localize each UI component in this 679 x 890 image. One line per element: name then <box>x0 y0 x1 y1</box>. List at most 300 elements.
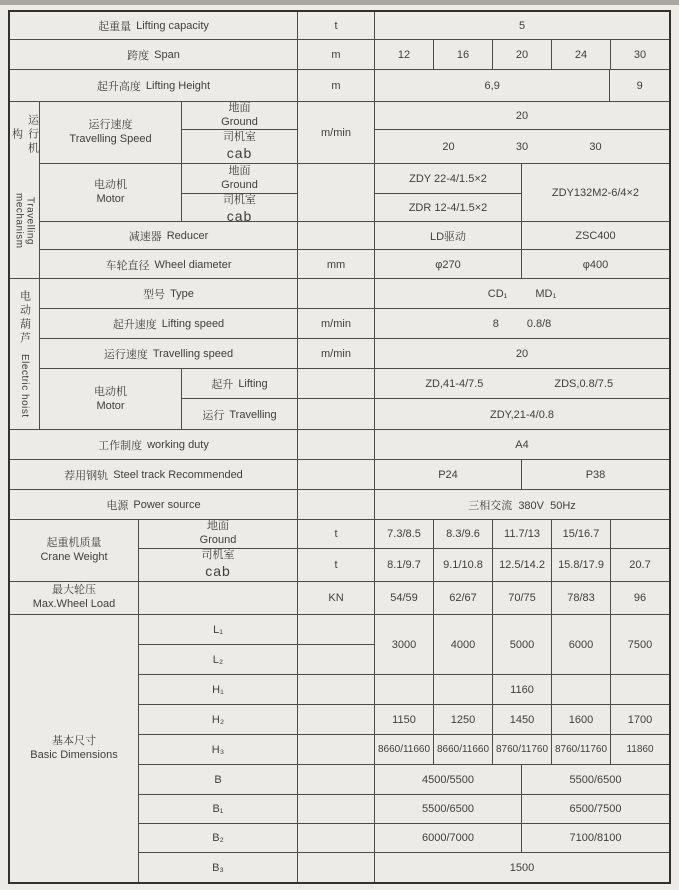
value-text: 0.8/8 <box>526 317 552 330</box>
value-cell <box>375 520 434 548</box>
hoist-motor-travelling-value <box>375 399 669 430</box>
label-en: Lifting <box>238 377 268 390</box>
value-cell <box>493 675 552 704</box>
working-duty-unit <box>298 430 375 459</box>
motor-merged-cell <box>522 164 669 221</box>
value-text: MD₁ <box>535 287 557 300</box>
span-value-cell <box>493 40 552 69</box>
reducer-values <box>375 222 669 249</box>
value-text: 5000 <box>509 638 535 651</box>
value-text: 8 <box>492 317 499 330</box>
crane-spec-table <box>8 10 671 884</box>
travelling-mechanism-body <box>40 102 669 278</box>
value-text: ZDS,0.8/7.5 <box>554 377 614 390</box>
row-working-duty <box>10 430 669 460</box>
dimension-label-B <box>139 765 298 794</box>
power-source-unit <box>298 490 375 519</box>
dimension-row-B <box>139 765 669 795</box>
hoist-motor-lifting-values <box>375 369 669 398</box>
steel-track-right-cell <box>522 460 669 489</box>
motor-unit <box>298 164 375 221</box>
unit-text: m/min <box>321 347 351 360</box>
H2-values <box>375 705 669 734</box>
value-text: 96 <box>633 592 647 604</box>
value-cell <box>552 549 611 581</box>
value-text: 8.3/9.6 <box>446 528 480 540</box>
value-text: 11860 <box>626 744 654 755</box>
value-text: 20.7 <box>629 559 651 571</box>
label-zh: 最大轮压 <box>52 584 96 597</box>
value-cell <box>493 705 552 734</box>
steel-track-values <box>375 460 669 489</box>
value-cell <box>493 582 552 614</box>
motor-ground-cell <box>375 164 521 194</box>
value-cell <box>611 520 669 548</box>
group-crane-weight <box>10 520 669 582</box>
working-duty-value <box>375 430 669 459</box>
label-text: L₂ <box>212 653 224 666</box>
sublabel-cab <box>182 130 297 163</box>
value-cell <box>552 735 611 764</box>
dimension-row-H1 <box>139 675 669 705</box>
row-max-wheel-load <box>10 582 669 615</box>
value-cell <box>611 705 669 734</box>
label-text: B₃ <box>212 861 224 874</box>
unit-text: KN <box>328 592 344 604</box>
value-text: ZDY 22-4/1.5×2 <box>409 172 487 185</box>
steel-track-left-cell <box>375 460 522 489</box>
travelling-speed-unit <box>298 102 375 163</box>
basic-dimensions-rows <box>139 615 669 882</box>
hoist-motor-label <box>40 369 182 430</box>
unit-cell <box>298 615 374 645</box>
motor-cab-cell <box>375 194 521 221</box>
label-zh: 运行速度 <box>103 348 148 361</box>
label-en: Travelling speed <box>152 347 234 360</box>
label-en: Ground <box>199 534 237 546</box>
span-value-cell <box>434 40 493 69</box>
unit-cell <box>298 705 375 734</box>
unit-cell <box>298 765 375 794</box>
value-text: 1450 <box>509 713 535 726</box>
label-zh: 司机室 <box>223 130 256 143</box>
max-wheel-load-unit <box>298 582 375 614</box>
label-zh: 起升 <box>211 378 234 391</box>
row-reducer <box>40 222 669 250</box>
lifting-capacity-value <box>375 12 669 39</box>
value-text: P24 <box>438 468 458 481</box>
row-lifting-height <box>10 70 669 102</box>
travelling-speed-values <box>375 102 669 163</box>
label-zh: 地面 <box>207 520 229 533</box>
label-en: Ground <box>221 115 258 128</box>
value-text: 78/83 <box>567 592 595 604</box>
label-zh: 车轮直径 <box>105 259 150 272</box>
label-en: Motor <box>96 192 125 205</box>
value-text: 20 <box>515 48 529 61</box>
B-values <box>375 765 669 794</box>
value-text: 70/75 <box>508 592 536 604</box>
max-wheel-load-spacer <box>139 582 298 614</box>
value-cell <box>375 549 434 581</box>
value-text: 8660/11660 <box>436 744 490 755</box>
value-text: P38 <box>585 468 606 481</box>
value-cell <box>375 582 434 614</box>
value-cell <box>375 675 434 704</box>
value-text: 7.3/8.5 <box>387 528 421 540</box>
L-values <box>375 615 669 674</box>
crane-weight-label <box>10 520 139 581</box>
label-zh: 电源 <box>106 499 129 512</box>
label-zh: 起升高度 <box>96 80 141 93</box>
max-wheel-load-label <box>10 582 139 614</box>
electric-hoist-body <box>40 279 669 429</box>
hoist-travelling-speed-unit <box>298 339 375 368</box>
lifting-height-30m-cell <box>610 70 669 101</box>
value-text: 1600 <box>568 713 594 726</box>
working-duty-label <box>10 430 298 459</box>
value-text: 20 <box>442 140 455 153</box>
wheel-diameter-values <box>375 250 669 279</box>
wheel-left-cell <box>375 250 522 279</box>
reducer-left-cell <box>375 222 522 249</box>
value-text: 11.7/13 <box>504 528 540 540</box>
value-cell <box>493 549 552 581</box>
label-en: Span <box>154 48 180 61</box>
span-value-cell <box>552 40 611 69</box>
value-cell <box>434 549 493 581</box>
label-en: Type <box>170 287 194 300</box>
value-text: 7100/8100 <box>569 832 622 844</box>
dimension-row-H2 <box>139 705 669 735</box>
value-text: 3000 <box>391 638 417 651</box>
dimension-label-L2 <box>139 645 297 674</box>
hoist-motor-lifting-row <box>182 369 669 399</box>
hoist-type-values <box>375 279 669 308</box>
value-cell <box>375 765 522 794</box>
value-cell <box>552 615 611 674</box>
label-zh: 型号 <box>143 288 166 301</box>
value-text: 1150 <box>392 713 416 726</box>
label-en: Travelling Speed <box>69 132 152 145</box>
span-value-cell <box>375 40 434 69</box>
label-en: Lifting speed <box>161 317 225 330</box>
label-zh: 地面 <box>228 164 251 177</box>
label-en: Motor <box>96 399 125 412</box>
label-en: cab <box>226 207 253 224</box>
B3-value <box>375 853 669 882</box>
section-label-en: Electric hoist <box>19 354 30 418</box>
dimension-label-H2 <box>139 705 298 734</box>
label-en: Wheel diameter <box>154 258 232 271</box>
label-zh: 电动机 <box>94 178 127 191</box>
value-cell <box>434 735 493 764</box>
value-text: 16 <box>456 48 470 61</box>
value-text: 20 <box>515 109 529 122</box>
value-text: 4000 <box>450 638 476 651</box>
row-hoist-type <box>40 279 669 309</box>
label-en: Basic Dimensions <box>30 748 118 761</box>
value-cell <box>493 735 552 764</box>
sublabel-ground <box>139 520 298 548</box>
value-text: 30 <box>633 48 647 61</box>
lifting-capacity-label <box>10 12 298 39</box>
hoist-travelling-speed-value <box>375 339 669 368</box>
label-zh: 起升速度 <box>112 318 157 331</box>
value-text: 6000 <box>568 638 594 651</box>
dimension-label-H3 <box>139 735 298 764</box>
unit-text: mm <box>326 258 346 271</box>
value-cell <box>611 675 669 704</box>
value-text: 5500/6500 <box>569 773 622 786</box>
value-text: 1700 <box>627 713 653 726</box>
value-cell <box>552 520 611 548</box>
value-cell <box>522 765 669 794</box>
row-steel-track <box>10 460 669 490</box>
power-source-value <box>375 490 669 519</box>
value-cell <box>493 520 552 548</box>
dimension-label-L1 <box>139 615 297 645</box>
value-cell <box>434 582 493 614</box>
crane-weight-cab-values <box>375 549 669 581</box>
value-text: 9.1/10.8 <box>443 559 483 571</box>
value-text: 5 <box>518 19 526 32</box>
label-en: Ground <box>221 178 258 191</box>
label-zh: 基本尺寸 <box>52 734 96 747</box>
value-text: 30 <box>589 140 602 153</box>
max-wheel-load-values <box>375 582 669 614</box>
value-text: 12.5/14.2 <box>499 559 545 571</box>
crane-weight-ground-values <box>375 520 669 548</box>
unit-cell <box>298 645 374 674</box>
value-cell <box>493 615 552 674</box>
reducer-label <box>40 222 298 249</box>
label-en: Reducer <box>166 229 209 242</box>
value-text: 6500/7500 <box>569 803 622 815</box>
value-cell <box>611 582 669 614</box>
value-text: ZD,41-4/7.5 <box>425 377 484 390</box>
value-text: 5500/6500 <box>422 803 474 815</box>
value-cell <box>434 520 493 548</box>
value-cell <box>375 795 522 823</box>
label-zh: 运行速度 <box>88 118 133 131</box>
label-en: Max.Wheel Load <box>32 598 116 610</box>
label-zh: 司机室 <box>201 549 235 562</box>
value-text: 20 <box>515 347 529 360</box>
value-text: 54/59 <box>390 592 418 604</box>
value-cell <box>611 735 669 764</box>
value-cell <box>434 675 493 704</box>
label-en: Lifting Height <box>145 79 211 92</box>
lifting-height-unit <box>298 70 375 101</box>
label-zh: 运行 <box>202 409 225 422</box>
ground-speed-cell <box>375 102 669 130</box>
unit-text: t <box>334 19 338 32</box>
value-cell <box>552 705 611 734</box>
label-zh: 起重量 <box>98 20 132 33</box>
value-text: 8760/11760 <box>554 744 608 755</box>
value-text: CD₁ <box>487 287 508 300</box>
travelling-mechanism-section-label <box>10 102 40 278</box>
value-cell <box>522 824 669 852</box>
H3-values <box>375 735 669 764</box>
hoist-motor-lifting-unit <box>298 369 375 398</box>
section-label-zh: 运行机构 <box>10 113 39 156</box>
section-electric-hoist <box>10 279 669 430</box>
label-text: H₃ <box>211 743 225 756</box>
value-text: A4 <box>515 438 529 451</box>
unit-cell <box>298 795 375 823</box>
value-text: 4500/5500 <box>422 773 474 786</box>
value-text: LD驱动 <box>429 230 467 243</box>
value-text: 62/67 <box>449 592 477 604</box>
basic-dimensions-label <box>10 615 139 882</box>
motor-sublabels <box>182 164 298 224</box>
unit-text: m <box>331 48 341 61</box>
hoist-motor-travelling-unit <box>298 399 375 430</box>
value-cell <box>375 705 434 734</box>
value-text: 24 <box>574 48 588 61</box>
label-zh: 减速器 <box>128 230 162 243</box>
label-en: Travelling <box>229 408 277 421</box>
crane-weight-rows <box>139 520 669 581</box>
unit-text: m <box>331 79 341 92</box>
dimension-row-B2 <box>139 824 669 853</box>
value-text: ZDR 12-4/1.5×2 <box>408 201 488 214</box>
section-label-zh: 电动葫芦 <box>18 290 31 347</box>
B1-values <box>375 795 669 823</box>
value-cell <box>375 824 522 852</box>
label-en: cab <box>205 563 231 580</box>
value-text: 8760/11760 <box>495 744 549 755</box>
row-span <box>10 40 669 70</box>
reducer-right-cell <box>522 222 669 249</box>
value-text: 7500 <box>627 638 653 651</box>
sublabel-lifting <box>182 369 298 398</box>
value-cell <box>611 549 669 581</box>
label-zh: 电动机 <box>94 385 127 398</box>
electric-hoist-section-label <box>10 279 40 429</box>
L-labels <box>139 615 298 674</box>
label-en: Steel track Recommended <box>113 468 243 481</box>
sublabel-cab <box>182 194 297 225</box>
label-zh: 荐用钢轨 <box>64 469 109 482</box>
span-value-cell <box>611 40 669 69</box>
span-values <box>375 40 669 69</box>
label-zh: 地面 <box>228 101 251 114</box>
row-wheel-diameter <box>40 250 669 279</box>
label-text: B <box>214 773 222 786</box>
label-text: B₂ <box>212 832 224 844</box>
group-travelling-motor <box>40 164 669 222</box>
unit-text: m/min <box>321 317 351 330</box>
travelling-speed-label <box>40 102 182 163</box>
sublabel-ground <box>182 102 297 130</box>
hoist-motor-travelling-row <box>182 399 669 430</box>
motor-values <box>375 164 669 221</box>
value-text: 1160 <box>510 683 534 696</box>
crane-weight-ground-unit <box>298 520 375 548</box>
span-unit <box>298 40 375 69</box>
label-zh: 司机室 <box>223 194 256 206</box>
value-cell <box>375 615 434 674</box>
crane-weight-cab-unit <box>298 549 375 581</box>
label-zh: 工作制度 <box>98 439 143 452</box>
lifting-height-label <box>10 70 298 101</box>
dimension-row-B3 <box>139 853 669 882</box>
label-text: H₁ <box>212 683 224 696</box>
value-text: φ400 <box>582 258 609 271</box>
value-text: 1500 <box>509 861 535 874</box>
value-text: ZSC400 <box>575 229 616 242</box>
value-text: 30 <box>515 140 529 153</box>
unit-text: m/min <box>321 126 351 139</box>
group-travelling-speed <box>40 102 669 164</box>
unit-cell <box>298 675 375 704</box>
dimension-row-B1 <box>139 795 669 824</box>
L-units <box>298 615 375 674</box>
value-text: 6000/7000 <box>422 832 474 844</box>
label-en: Power source <box>133 498 201 511</box>
sublabel-ground <box>182 164 297 194</box>
hoist-lifting-speed-label <box>40 309 298 338</box>
label-text: H₂ <box>211 713 225 726</box>
lifting-capacity-unit <box>298 12 375 39</box>
value-text: 8660/11660 <box>377 744 431 755</box>
value-text: 1250 <box>450 713 476 726</box>
label-zh: 起重机质量 <box>46 536 102 549</box>
reducer-unit <box>298 222 375 249</box>
value-text: 12 <box>397 48 411 61</box>
value-text: ZDY132M2-6/4×2 <box>551 186 640 199</box>
span-label <box>10 40 298 69</box>
crane-weight-cab-row <box>139 549 669 581</box>
value-cell <box>434 705 493 734</box>
steel-track-unit <box>298 460 375 489</box>
dimension-label-B1 <box>139 795 298 823</box>
label-text: B₁ <box>212 803 224 815</box>
unit-cell <box>298 853 375 882</box>
wheel-diameter-unit <box>298 250 375 279</box>
sublabel-cab <box>139 549 298 581</box>
value-cell <box>611 615 669 674</box>
value-text: 9 <box>636 79 643 92</box>
value-text: 15/16.7 <box>562 528 600 540</box>
value-cell <box>434 615 493 674</box>
wheel-right-cell <box>522 250 669 279</box>
dimension-label-H1 <box>139 675 298 704</box>
value-text: φ270 <box>435 258 461 271</box>
dimension-label-B2 <box>139 824 298 852</box>
label-text: L₁ <box>213 623 223 636</box>
label-zh: 跨度 <box>127 49 150 62</box>
label-en: working duty <box>147 438 209 451</box>
B2-values <box>375 824 669 852</box>
value-text: 15.8/17.9 <box>558 559 604 571</box>
motor-label <box>40 164 182 221</box>
hoist-lifting-speed-unit <box>298 309 375 338</box>
row-hoist-travelling-speed <box>40 339 669 369</box>
crane-weight-ground-row <box>139 520 669 549</box>
sublabel-travelling <box>182 399 298 430</box>
dimension-row-H3 <box>139 735 669 765</box>
scan-edge-shadow <box>0 0 679 5</box>
row-lifting-capacity <box>10 12 669 40</box>
value-cell <box>552 582 611 614</box>
lifting-height-main-cell <box>375 70 610 101</box>
travelling-speed-sublabels <box>182 102 298 163</box>
hoist-lifting-speed-values <box>375 309 669 338</box>
